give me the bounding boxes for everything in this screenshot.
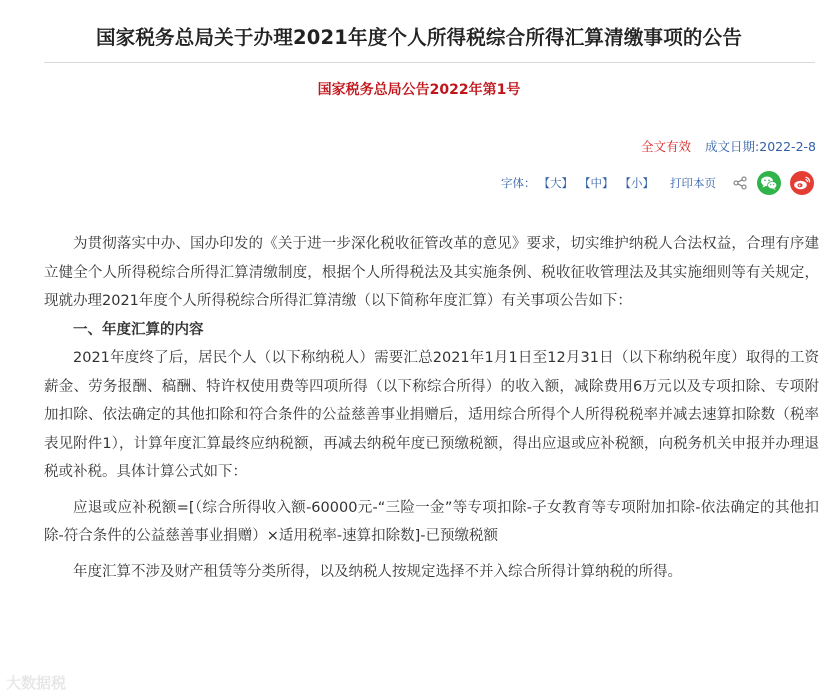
body-paragraph: 2021年度终了后，居民个人（以下称纳税人）需要汇总2021年1月1日至12月31日（以下称纳税年度）取得的工资薪金、劳务报酬、稿酬、特许权使用费等四项所得（以下称综合所得）的收入额，减除费用6万元以及专项扣除、专项附加扣除、依法确定的其他扣除和符合条件的公益慈善事业捐赠后，适用综合所得个人所得税税率并减去速算扣除数（税率表见附件1），计算年度汇算最终应纳税额，再减去纳税年度已预缴税额，得出应退或应补税额，向税务机关申报并办理退税或补税。具体计算公式如下： — [44, 350, 819, 480]
title-divider — [44, 62, 815, 63]
font-size-large-button[interactable]: 【大】 — [538, 176, 573, 190]
watermark-text: 大数据税 — [6, 674, 67, 692]
document-date: 2022-2-8 — [759, 139, 816, 154]
share-icon[interactable] — [733, 176, 747, 190]
print-page-button[interactable]: 打印本页 — [670, 176, 716, 190]
watermark — [6, 672, 66, 693]
weibo-glyph — [793, 175, 811, 191]
font-size-small-button[interactable]: 【小】 — [619, 176, 654, 190]
section-heading: 一、年度汇算的内容 — [73, 321, 204, 338]
date-label: 成文日期: — [705, 139, 760, 154]
formula-paragraph: 应退或应补税额=[（综合所得收入额-60000元-“三险一金”等专项扣除-子女教育等专项附加扣除-依法确定的其他扣除-符合条件的公益慈善事业捐赠）×适用税率-速算扣除数]-已预缴税额 — [44, 499, 819, 544]
weibo-icon[interactable] — [790, 171, 814, 195]
article-body — [44, 230, 819, 586]
validity-status: 全文有效 — [641, 139, 692, 154]
wechat-glyph — [760, 175, 778, 191]
doc-number: 国家税务总局公告2022年第1号 — [317, 82, 521, 98]
article-toolbar — [501, 170, 814, 196]
font-size-medium-button[interactable]: 【中】 — [579, 176, 614, 190]
page-title: 国家税务总局关于办理2021年度个人所得税综合所得汇算清缴事项的公告 — [95, 26, 743, 49]
wechat-icon[interactable] — [757, 171, 781, 195]
status-line — [641, 137, 816, 155]
font-size-label: 字体： — [501, 176, 536, 190]
body-paragraph: 年度汇算不涉及财产租赁等分类所得，以及纳税人按规定选择不并入综合所得计算纳税的所得。 — [73, 563, 682, 580]
intro-paragraph: 为贯彻落实中办、国办印发的《关于进一步深化税收征管改革的意见》要求，切实维护纳税人合法权益，合理有序建立健全个人所得税综合所得汇算清缴制度，根据个人所得税法及其实施条例、税收征收管理法及其实施细则等有关规定，现就办理2021年度个人所得税综合所得汇算清缴（以下简称年度汇算）有关事项公告如下： — [44, 236, 819, 309]
